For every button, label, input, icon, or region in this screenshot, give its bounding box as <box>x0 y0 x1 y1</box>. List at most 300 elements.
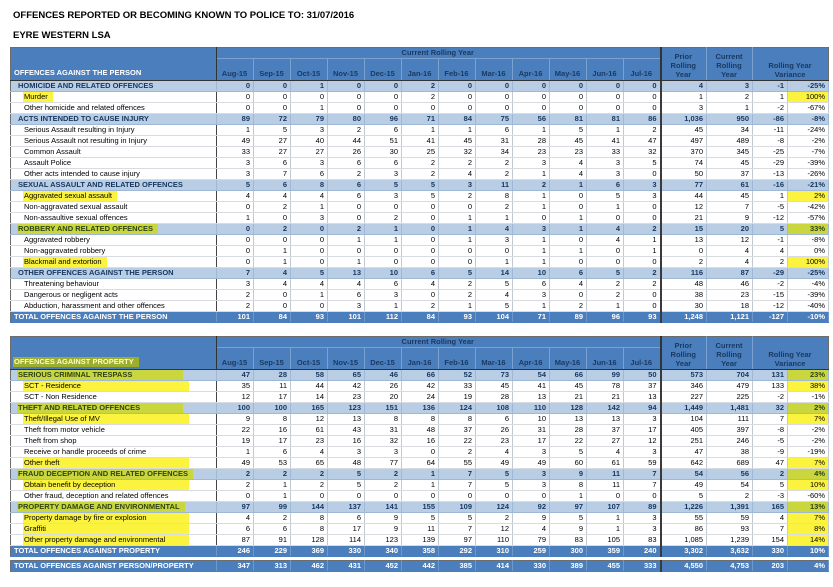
cell-prior-year: 227 <box>661 392 707 403</box>
cell-month-value: 28 <box>254 370 291 381</box>
cell-month-value: 313 <box>254 561 291 572</box>
cell-month-value: 7 <box>624 480 661 491</box>
table-row <box>11 191 829 202</box>
month-column-header: May-16 <box>550 348 587 370</box>
cell-month-value: 51 <box>365 136 402 147</box>
cell-current-year: 950 <box>707 114 753 125</box>
cell-current-year: 2 <box>707 491 753 502</box>
cell-month-value: 0 <box>291 92 328 103</box>
cell-month-value: 0 <box>550 103 587 114</box>
cell-variance-pct: -2% <box>788 136 829 147</box>
cell-month-value: 14 <box>476 268 513 279</box>
current-rolling-year-header: Current Rolling Year <box>707 337 753 370</box>
cell-month-value: 0 <box>624 202 661 213</box>
cell-month-value: 1 <box>476 257 513 268</box>
table-row <box>11 502 829 513</box>
cell-month-value: 0 <box>254 81 291 92</box>
cell-month-value: 6 <box>254 158 291 169</box>
cell-variance: -9 <box>753 447 788 458</box>
cell-month-value: 1 <box>513 191 550 202</box>
cell-month-value: 49 <box>476 458 513 469</box>
cell-month-value: 26 <box>328 147 365 158</box>
cell-variance: 2 <box>753 257 788 268</box>
cell-month-value: 100 <box>217 403 254 414</box>
cell-month-value: 1 <box>402 480 439 491</box>
cell-month-value: 0 <box>624 491 661 502</box>
cell-month-value: 6 <box>328 290 365 301</box>
cell-month-value: 5 <box>328 480 365 491</box>
row-label: Non-aggravated sexual assault <box>11 202 217 213</box>
cell-month-value: 9 <box>550 524 587 535</box>
cell-variance: 133 <box>753 381 788 392</box>
cell-variance: -1 <box>753 235 788 246</box>
cell-month-value: 5 <box>439 268 476 279</box>
cell-variance-pct: -26% <box>788 169 829 180</box>
cell-prior-year: 251 <box>661 436 707 447</box>
cell-month-value: 84 <box>402 312 439 323</box>
cell-month-value: 2 <box>328 125 365 136</box>
cell-month-value: 5 <box>254 125 291 136</box>
cell-month-value: 2 <box>439 158 476 169</box>
cell-month-value: 42 <box>328 381 365 392</box>
cell-month-value: 3 <box>624 524 661 535</box>
cell-variance-pct: -39% <box>788 290 829 301</box>
cell-prior-year: 3,302 <box>661 546 707 557</box>
table-row <box>11 125 829 136</box>
cell-month-value: 49 <box>217 136 254 147</box>
cell-variance-pct: -10% <box>788 312 829 323</box>
cell-month-value: 3 <box>476 235 513 246</box>
cell-variance: -2 <box>753 392 788 403</box>
cell-month-value: 94 <box>624 403 661 414</box>
cell-month-value: 93 <box>439 312 476 323</box>
cell-month-value: 53 <box>254 458 291 469</box>
cell-month-value: 1 <box>513 202 550 213</box>
cell-month-value: 2 <box>439 279 476 290</box>
cell-month-value: 128 <box>550 403 587 414</box>
header-row <box>11 48 829 59</box>
cell-prior-year: 54 <box>661 469 707 480</box>
table-row <box>11 279 829 290</box>
cell-month-value: 91 <box>254 535 291 546</box>
table-row <box>11 546 829 557</box>
cell-variance: 5 <box>753 480 788 491</box>
cell-current-year: 1,391 <box>707 502 753 513</box>
cell-current-year: 3 <box>707 81 753 92</box>
row-label: TOTAL OFFENCES AGAINST PERSON/PROPERTY <box>11 561 217 572</box>
cell-current-year: 1,481 <box>707 403 753 414</box>
cell-month-value: 60 <box>550 458 587 469</box>
cell-month-value: 11 <box>254 381 291 392</box>
cell-month-value: 359 <box>587 546 624 557</box>
cell-current-year: 56 <box>707 469 753 480</box>
cell-month-value: 114 <box>328 535 365 546</box>
row-label-text: Obtain benefit by deception <box>23 480 189 490</box>
cell-month-value: 1 <box>291 290 328 301</box>
cell-current-year: 7 <box>707 202 753 213</box>
cell-month-value: 71 <box>513 312 550 323</box>
row-label-text: PROPERTY DAMAGE AND ENVIRONMENTAL <box>17 502 185 512</box>
cell-month-value: 100 <box>254 403 291 414</box>
cell-month-value: 1 <box>550 224 587 235</box>
table-row <box>11 524 829 535</box>
cell-month-value: 0 <box>439 257 476 268</box>
cell-month-value: 0 <box>624 301 661 312</box>
row-label-text: Property damage by fire or explosion <box>23 513 189 523</box>
cell-month-value: 11 <box>587 469 624 480</box>
cell-month-value: 26 <box>476 425 513 436</box>
cell-variance-pct: 7% <box>788 458 829 469</box>
cell-month-value: 0 <box>439 202 476 213</box>
cell-month-value: 4 <box>550 158 587 169</box>
cell-month-value: 123 <box>365 535 402 546</box>
cell-month-value: 5 <box>402 191 439 202</box>
cell-month-value: 5 <box>476 279 513 290</box>
cell-month-value: 4 <box>291 191 328 202</box>
cell-month-value: 0 <box>328 81 365 92</box>
row-label-text: FRAUD DECEPTION AND RELATED OFFENCES <box>17 469 193 479</box>
cell-month-value: 123 <box>328 403 365 414</box>
cell-month-value: 0 <box>587 491 624 502</box>
cell-variance: -12 <box>753 213 788 224</box>
cell-prior-year: 1,036 <box>661 114 707 125</box>
cell-month-value: 3 <box>217 279 254 290</box>
cell-month-value: 1 <box>365 235 402 246</box>
cell-month-value: 2 <box>402 92 439 103</box>
cell-month-value: 1 <box>439 125 476 136</box>
cell-month-value: 2 <box>476 202 513 213</box>
cell-month-value: 2 <box>365 469 402 480</box>
cell-month-value: 0 <box>291 301 328 312</box>
cell-month-value: 9 <box>217 414 254 425</box>
cell-current-year: 1 <box>707 103 753 114</box>
cell-month-value: 21 <box>550 392 587 403</box>
cell-prior-year: 405 <box>661 425 707 436</box>
cell-month-value: 31 <box>513 425 550 436</box>
cell-current-year: 61 <box>707 180 753 191</box>
cell-month-value: 124 <box>439 403 476 414</box>
cell-current-year: 4 <box>707 246 753 257</box>
row-label: Other acts intended to cause injury <box>11 169 217 180</box>
cell-month-value: 2 <box>587 290 624 301</box>
cell-month-value: 47 <box>217 370 254 381</box>
cell-month-value: 0 <box>217 257 254 268</box>
cell-month-value: 84 <box>254 312 291 323</box>
cell-month-value: 6 <box>254 180 291 191</box>
cell-month-value: 0 <box>624 213 661 224</box>
cell-month-value: 65 <box>291 458 328 469</box>
cell-month-value: 2 <box>217 469 254 480</box>
current-rolling-year-spanner: Current Rolling Year <box>217 48 661 59</box>
cell-month-value: 0 <box>587 103 624 114</box>
cell-month-value: 2 <box>624 125 661 136</box>
cell-prior-year: 5 <box>661 491 707 502</box>
month-column-header: Feb-16 <box>439 348 476 370</box>
cell-month-value: 141 <box>365 502 402 513</box>
cell-month-value: 35 <box>217 381 254 392</box>
table-row <box>11 103 829 114</box>
cell-variance: 2 <box>753 469 788 480</box>
cell-month-value: 462 <box>291 561 328 572</box>
cell-month-value: 0 <box>476 491 513 502</box>
cell-variance-pct: 4% <box>788 469 829 480</box>
cell-month-value: 0 <box>476 92 513 103</box>
table-row <box>11 370 829 381</box>
cell-month-value: 93 <box>291 312 328 323</box>
table-row <box>11 235 829 246</box>
cell-current-year: 4 <box>707 257 753 268</box>
cell-month-value: 3 <box>365 447 402 458</box>
cell-month-value: 4 <box>217 513 254 524</box>
cell-variance: -29 <box>753 268 788 279</box>
cell-month-value: 1 <box>513 301 550 312</box>
cell-current-year: 2 <box>707 92 753 103</box>
header-row <box>11 337 829 348</box>
cell-prior-year: 50 <box>661 169 707 180</box>
cell-month-value: 1 <box>513 246 550 257</box>
cell-month-value: 4 <box>254 279 291 290</box>
cell-month-value: 1 <box>328 235 365 246</box>
cell-prior-year: 49 <box>661 480 707 491</box>
cell-month-value: 0 <box>217 103 254 114</box>
cell-month-value: 4 <box>550 169 587 180</box>
cell-variance-pct: -40% <box>788 301 829 312</box>
cell-month-value: 48 <box>328 458 365 469</box>
cell-month-value: 31 <box>365 425 402 436</box>
cell-month-value: 3 <box>365 290 402 301</box>
cell-month-value: 6 <box>476 125 513 136</box>
cell-month-value: 4 <box>402 279 439 290</box>
cell-month-value: 0 <box>291 491 328 502</box>
lsa-name: EYRE WESTERN LSA <box>13 30 111 41</box>
cell-month-value: 1 <box>254 246 291 257</box>
cell-month-value: 0 <box>217 246 254 257</box>
cell-month-value: 5 <box>624 158 661 169</box>
cell-prior-year: 12 <box>661 202 707 213</box>
month-column-header: Jun-16 <box>587 348 624 370</box>
cell-month-value: 340 <box>365 546 402 557</box>
cell-month-value: 0 <box>402 491 439 502</box>
cell-month-value: 32 <box>439 147 476 158</box>
cell-month-value: 2 <box>365 213 402 224</box>
cell-variance-pct: -25% <box>788 81 829 92</box>
cell-month-value: 41 <box>587 136 624 147</box>
row-label: TOTAL OFFENCES AGAINST PROPERTY <box>11 546 217 557</box>
cell-month-value: 89 <box>624 502 661 513</box>
cell-month-value: 89 <box>217 114 254 125</box>
table-row <box>11 158 829 169</box>
cell-month-value: 11 <box>402 524 439 535</box>
cell-month-value: 5 <box>476 301 513 312</box>
cell-current-year: 1,239 <box>707 535 753 546</box>
cell-month-value: 442 <box>402 561 439 572</box>
row-label: Aggravated robbery <box>11 235 217 246</box>
cell-month-value: 1 <box>624 246 661 257</box>
cell-month-value: 1 <box>513 169 550 180</box>
cell-month-value: 8 <box>550 480 587 491</box>
month-column-header: Mar-16 <box>476 59 513 81</box>
row-label-text: SERIOUS CRIMINAL TRESPASS <box>17 370 183 380</box>
cell-month-value: 5 <box>476 469 513 480</box>
cell-variance: -5 <box>753 202 788 213</box>
cell-prior-year: 77 <box>661 180 707 191</box>
cell-month-value: 1 <box>587 125 624 136</box>
table-row <box>11 290 829 301</box>
cell-month-value: 4 <box>254 268 291 279</box>
cell-month-value: 0 <box>550 290 587 301</box>
cell-month-value: 3 <box>624 447 661 458</box>
cell-month-value: 0 <box>476 246 513 257</box>
cell-month-value: 1 <box>328 257 365 268</box>
cell-month-value: 0 <box>365 81 402 92</box>
cell-month-value: 19 <box>439 392 476 403</box>
cell-month-value: 0 <box>476 103 513 114</box>
cell-variance: 7 <box>753 414 788 425</box>
month-column-header: May-16 <box>550 59 587 81</box>
cell-month-value: 246 <box>217 546 254 557</box>
cell-month-value: 455 <box>587 561 624 572</box>
cell-current-year: 246 <box>707 436 753 447</box>
cell-month-value: 58 <box>291 370 328 381</box>
cell-month-value: 104 <box>476 312 513 323</box>
cell-month-value: 330 <box>328 546 365 557</box>
cell-month-value: 49 <box>513 458 550 469</box>
cell-prior-year: 38 <box>661 290 707 301</box>
cell-variance-pct: 2% <box>788 191 829 202</box>
cell-month-value: 3 <box>624 513 661 524</box>
cell-month-value: 3 <box>439 180 476 191</box>
cell-current-year: 59 <box>707 513 753 524</box>
row-label: HOMICIDE AND RELATED OFFENCES <box>11 81 217 92</box>
cell-variance-pct: 13% <box>788 502 829 513</box>
cell-month-value: 78 <box>587 381 624 392</box>
cell-month-value: 0 <box>550 92 587 103</box>
month-column-header: Apr-16 <box>513 348 550 370</box>
cell-month-value: 1 <box>513 257 550 268</box>
prior-rolling-year-header: Prior Rolling Year <box>661 48 707 81</box>
cell-month-value: 10 <box>513 268 550 279</box>
row-label-text: Other theft <box>23 458 189 468</box>
cell-month-value: 42 <box>402 381 439 392</box>
cell-month-value: 142 <box>587 403 624 414</box>
cell-month-value: 97 <box>439 535 476 546</box>
row-label <box>11 403 217 414</box>
row-label <box>11 480 217 491</box>
cell-month-value: 16 <box>254 425 291 436</box>
cell-month-value: 17 <box>624 425 661 436</box>
cell-month-value: 2 <box>550 301 587 312</box>
cell-variance-pct: -7% <box>788 147 829 158</box>
cell-month-value: 97 <box>217 502 254 513</box>
cell-prior-year: 1,449 <box>661 403 707 414</box>
row-label: Receive or handle proceeds of crime <box>11 447 217 458</box>
cell-variance: -12 <box>753 301 788 312</box>
cell-month-value: 5 <box>439 513 476 524</box>
cell-month-value: 3 <box>328 301 365 312</box>
row-label: Serious Assault resulting in Injury <box>11 125 217 136</box>
table-row <box>11 312 829 323</box>
row-label: Common Assault <box>11 147 217 158</box>
cell-current-year: 54 <box>707 480 753 491</box>
table-row <box>11 535 829 546</box>
cell-month-value: 137 <box>328 502 365 513</box>
cell-month-value: 61 <box>291 425 328 436</box>
cell-month-value: 93 <box>624 312 661 323</box>
cell-month-value: 16 <box>328 436 365 447</box>
cell-month-value: 389 <box>550 561 587 572</box>
cell-month-value: 5 <box>550 447 587 458</box>
cell-month-value: 47 <box>624 136 661 147</box>
table-row <box>11 513 829 524</box>
cell-variance-pct: 38% <box>788 381 829 392</box>
cell-month-value: 33 <box>217 147 254 158</box>
cell-month-value: 1 <box>513 125 550 136</box>
cell-month-value: 8 <box>365 414 402 425</box>
cell-variance: -86 <box>753 114 788 125</box>
cell-prior-year: 1,248 <box>661 312 707 323</box>
cell-month-value: 136 <box>402 403 439 414</box>
cell-month-value: 80 <box>328 114 365 125</box>
cell-month-value: 5 <box>587 268 624 279</box>
cell-month-value: 7 <box>439 480 476 491</box>
cell-month-value: 101 <box>328 312 365 323</box>
cell-month-value: 0 <box>291 246 328 257</box>
cell-month-value: 34 <box>476 147 513 158</box>
row-label: Theft from shop <box>11 436 217 447</box>
cell-current-year: 12 <box>707 235 753 246</box>
cell-variance-pct: 8% <box>788 524 829 535</box>
grand-total-table <box>10 560 829 572</box>
table-title-text: OFFENCES AGAINST PROPERTY <box>13 357 139 367</box>
cell-month-value: 3 <box>624 414 661 425</box>
cell-month-value: 0 <box>624 81 661 92</box>
cell-month-value: 0 <box>587 257 624 268</box>
cell-month-value: 9 <box>513 513 550 524</box>
cell-variance-pct: -1% <box>788 392 829 403</box>
cell-variance: -16 <box>753 180 788 191</box>
row-label: OTHER OFFENCES AGAINST THE PERSON <box>11 268 217 279</box>
cell-prior-year: 0 <box>661 246 707 257</box>
cell-current-year: 34 <box>707 125 753 136</box>
cell-current-year: 87 <box>707 268 753 279</box>
row-label-text: SCT - Residence <box>23 381 189 391</box>
cell-current-year: 9 <box>707 213 753 224</box>
cell-month-value: 83 <box>550 535 587 546</box>
cell-month-value: 6 <box>254 524 291 535</box>
cell-variance: -13 <box>753 169 788 180</box>
table-row <box>11 491 829 502</box>
cell-month-value: 0 <box>402 235 439 246</box>
cell-variance-pct: -2% <box>788 425 829 436</box>
cell-prior-year: 116 <box>661 268 707 279</box>
table-row <box>11 403 829 414</box>
cell-month-value: 13 <box>328 268 365 279</box>
cell-month-value: 2 <box>328 224 365 235</box>
cell-prior-year: 4,550 <box>661 561 707 572</box>
cell-month-value: 17 <box>254 392 291 403</box>
cell-month-value: 32 <box>624 147 661 158</box>
cell-month-value: 292 <box>439 546 476 557</box>
cell-month-value: 0 <box>254 235 291 246</box>
cell-variance: 7 <box>753 524 788 535</box>
cell-month-value: 0 <box>217 81 254 92</box>
cell-month-value: 1 <box>550 213 587 224</box>
cell-month-value: 1 <box>291 202 328 213</box>
cell-month-value: 1 <box>402 125 439 136</box>
cell-month-value: 452 <box>365 561 402 572</box>
cell-month-value: 12 <box>217 392 254 403</box>
cell-month-value: 17 <box>328 524 365 535</box>
